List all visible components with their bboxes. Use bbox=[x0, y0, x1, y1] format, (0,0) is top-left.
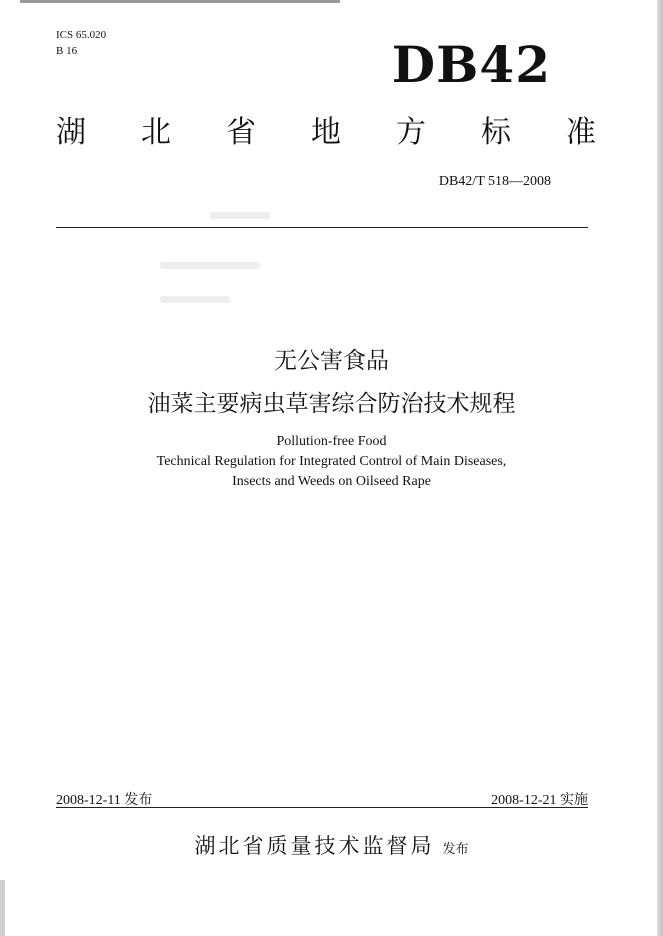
standard-name-char: 方 bbox=[396, 115, 426, 150]
title-cn-line2: 油菜主要病虫草害综合防治技术规程 bbox=[147, 391, 516, 417]
implementation-date: 2008-12-21 实施 bbox=[491, 793, 588, 808]
standard-name-char: 标 bbox=[481, 115, 511, 150]
bleed-through-mark bbox=[160, 296, 230, 303]
publisher-action: 发布 bbox=[442, 842, 469, 857]
ics-code: ICS 65.020 bbox=[56, 29, 107, 41]
classification-code: B 16 bbox=[56, 45, 78, 57]
publisher bbox=[0, 830, 663, 860]
publisher-org: 湖北省质量技术监督局 bbox=[194, 834, 435, 858]
footer-divider bbox=[56, 807, 588, 808]
header-divider bbox=[56, 227, 588, 228]
title-en bbox=[0, 432, 663, 492]
bleed-through-mark bbox=[160, 262, 260, 269]
title-en-line3: Insects and Weeds on Oilseed Rape bbox=[232, 474, 431, 489]
standard-name-char: 省 bbox=[226, 115, 256, 150]
standard-name-char: 地 bbox=[311, 115, 341, 150]
standard-name-char: 北 bbox=[141, 115, 171, 150]
issue-date: 2008-12-11 发布 bbox=[56, 793, 153, 808]
scan-edge-top bbox=[20, 0, 340, 3]
title-cn-line1: 无公害食品 bbox=[274, 348, 389, 374]
bleed-through-mark bbox=[210, 212, 270, 219]
scan-edge-left bbox=[0, 880, 5, 936]
title-en-line1: Pollution-free Food bbox=[276, 434, 387, 449]
standard-name bbox=[56, 115, 596, 150]
standard-number: DB42/T 518—2008 bbox=[438, 174, 551, 189]
standard-code: DB42 bbox=[391, 35, 551, 94]
title-en-line2: Technical Regulation for Integrated Control of Main Diseases, bbox=[156, 454, 507, 469]
standard-name-char: 湖 bbox=[56, 115, 86, 150]
standard-name-char: 准 bbox=[566, 115, 596, 150]
